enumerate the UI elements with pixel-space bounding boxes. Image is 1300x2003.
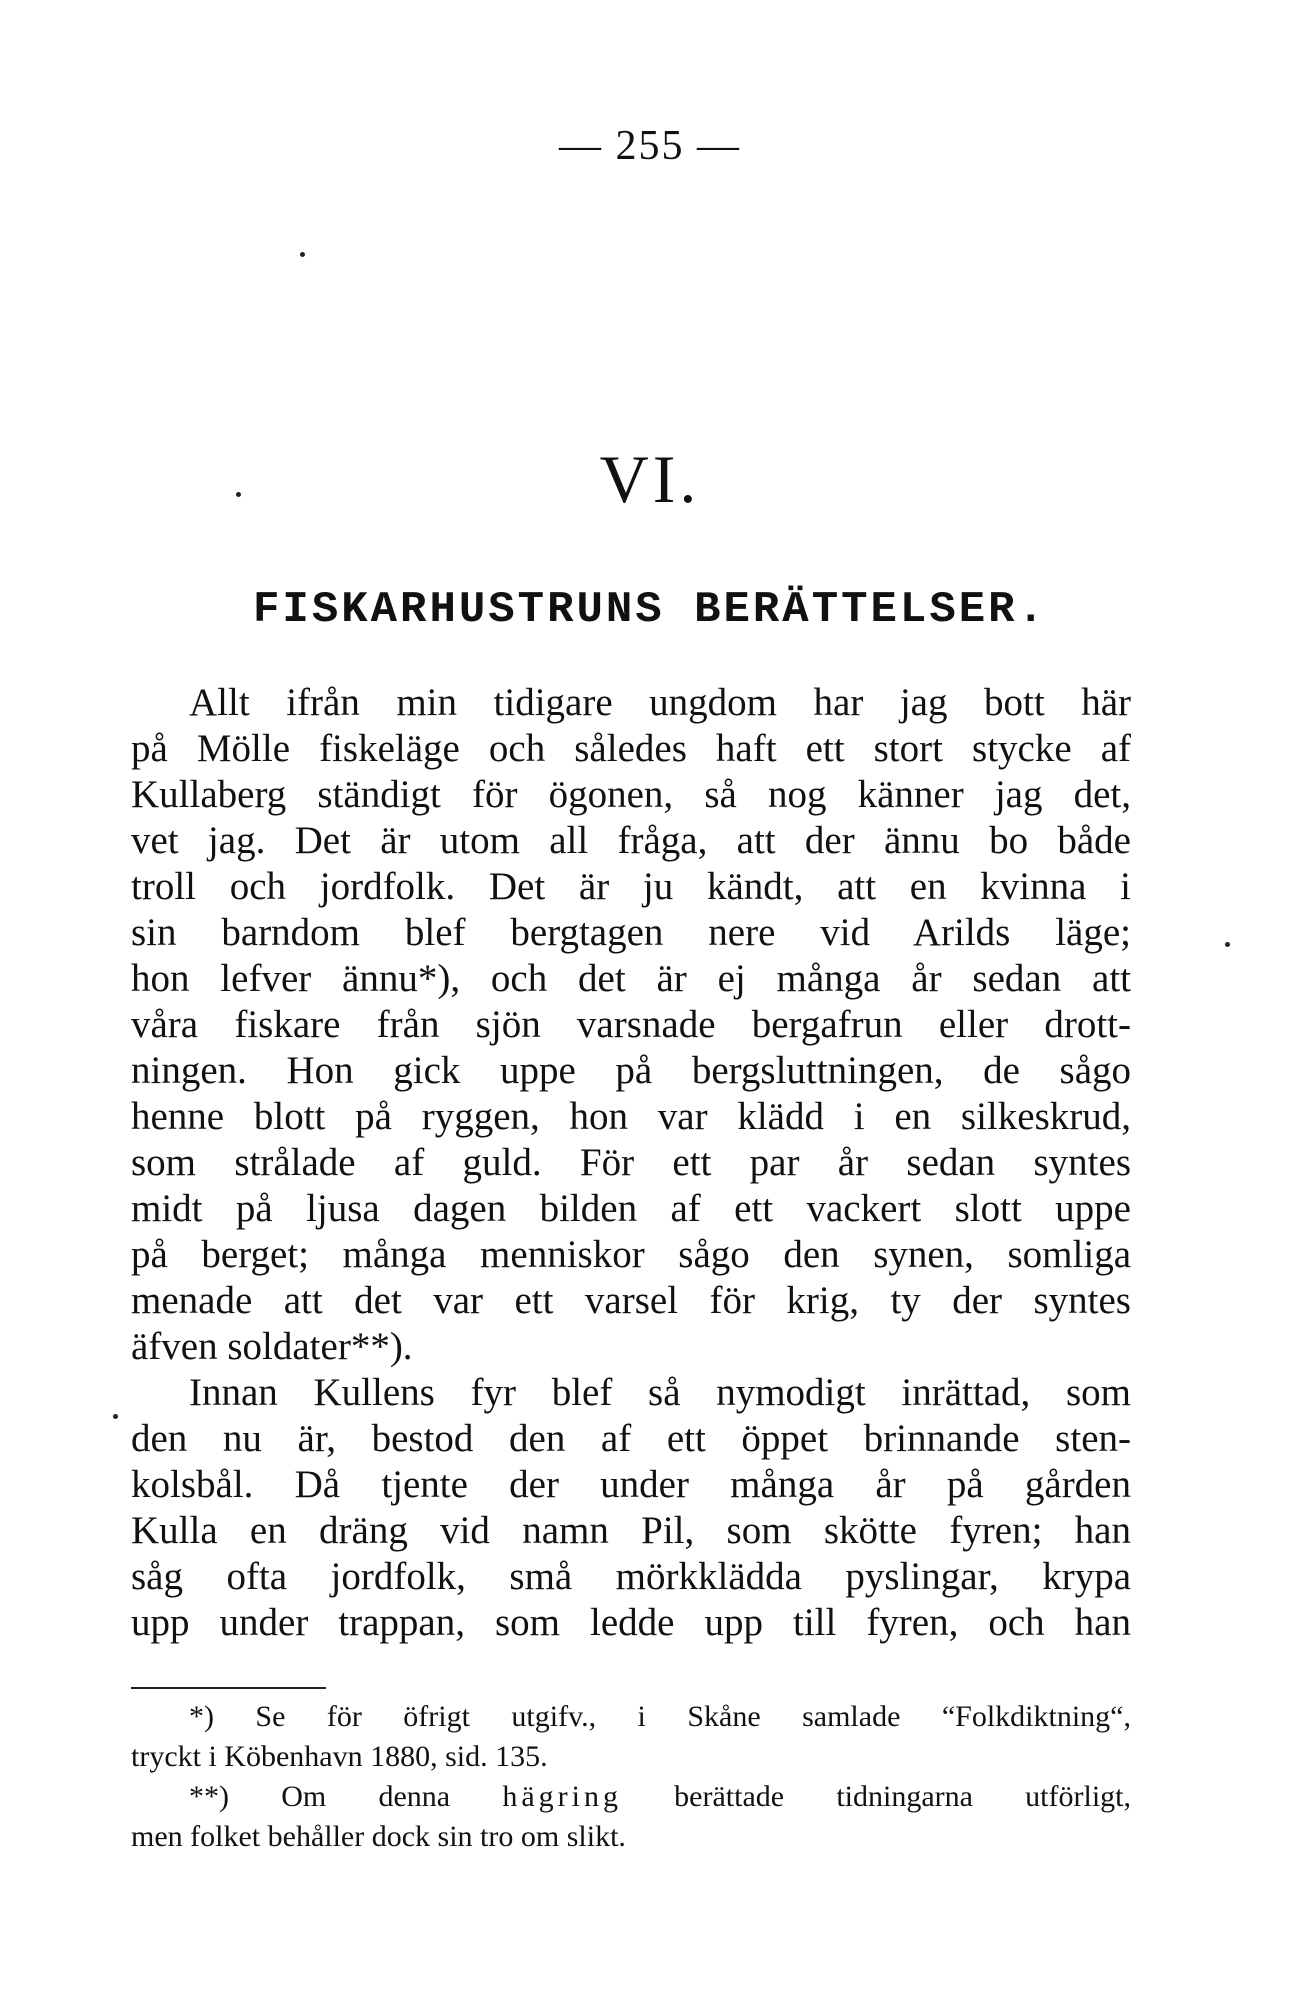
text-line: hon lefver ännu*), och det är ej många år sedan att — [131, 957, 1131, 1000]
print-speck — [300, 252, 305, 257]
print-speck — [113, 1414, 118, 1419]
print-speck — [236, 492, 241, 497]
text-line: Kullaberg ständigt för ögonen, så nog känner jag det, — [131, 773, 1131, 816]
text-line: kolsbål. Då tjente der under många år på gården — [131, 1463, 1131, 1506]
body-text — [131, 680, 1131, 1646]
chapter-number: VI. — [599, 441, 701, 517]
footnote-2-emphasis: hägring — [502, 1780, 622, 1813]
text-line: troll och jordfolk. Det är ju kändt, att en kvinna i — [131, 865, 1131, 908]
footnote-2-line: men folket behåller dock sin tro om slikt. — [131, 1820, 626, 1853]
text-line: Innan Kullens fyr blef så nymodigt inrättad, som — [189, 1371, 1131, 1414]
text-line: på berget; många menniskor sågo den synen, somliga — [131, 1233, 1131, 1276]
text-line: som strålade af guld. För ett par år sedan syntes — [131, 1141, 1131, 1184]
text-line: Kulla en dräng vid namn Pil, som skötte fyren; han — [131, 1509, 1131, 1552]
footnote-2-line — [131, 1777, 1131, 1817]
footnote-divider — [131, 1687, 326, 1689]
text-line: upp under trappan, som ledde upp till fyren, och han — [131, 1601, 1131, 1644]
footnotes — [131, 1697, 1131, 1857]
text-line: våra fiskare från sjön varsnade bergafrun eller drott- — [131, 1003, 1131, 1046]
page-number: — 255 — — [559, 123, 741, 169]
text-line: vet jag. Det är utom all fråga, att der ännu bo både — [131, 819, 1131, 862]
footnote-1-line: *) Se för öfrigt utgifv., i Skåne samlade “Folkdiktning“, — [189, 1700, 1131, 1733]
text-line: såg ofta jordfolk, små mörkklädda pyslingar, krypa — [131, 1555, 1131, 1598]
footnote-1-line: tryckt i Köbenhavn 1880, sid. 135. — [131, 1740, 548, 1773]
text-line: på Mölle fiskeläge och således haft ett stort stycke af — [131, 727, 1131, 770]
text-line: menade att det var ett varsel för krig, ty der syntes — [131, 1279, 1131, 1322]
footnote-2-rest: berättade tidningarna utförligt, — [621, 1780, 1132, 1813]
text-line: äfven soldater**). — [131, 1325, 413, 1368]
footnote-2-marker: **) Om denna — [189, 1780, 503, 1813]
chapter-title: FISKARHUSTRUNS BERÄTTELSER. — [253, 585, 1047, 635]
text-line: sin barndom blef bergtagen nere vid Arilds läge; — [131, 911, 1131, 954]
text-line: midt på ljusa dagen bilden af ett vackert slott uppe — [131, 1187, 1131, 1230]
text-line: ningen. Hon gick uppe på bergsluttningen, de sågo — [131, 1049, 1131, 1092]
text-line: Allt ifrån min tidigare ungdom har jag bott här — [189, 681, 1131, 724]
print-speck — [1225, 942, 1230, 947]
text-line: henne blott på ryggen, hon var klädd i en silkeskrud, — [131, 1095, 1131, 1138]
text-line: den nu är, bestod den af ett öppet brinnande sten- — [131, 1417, 1131, 1460]
